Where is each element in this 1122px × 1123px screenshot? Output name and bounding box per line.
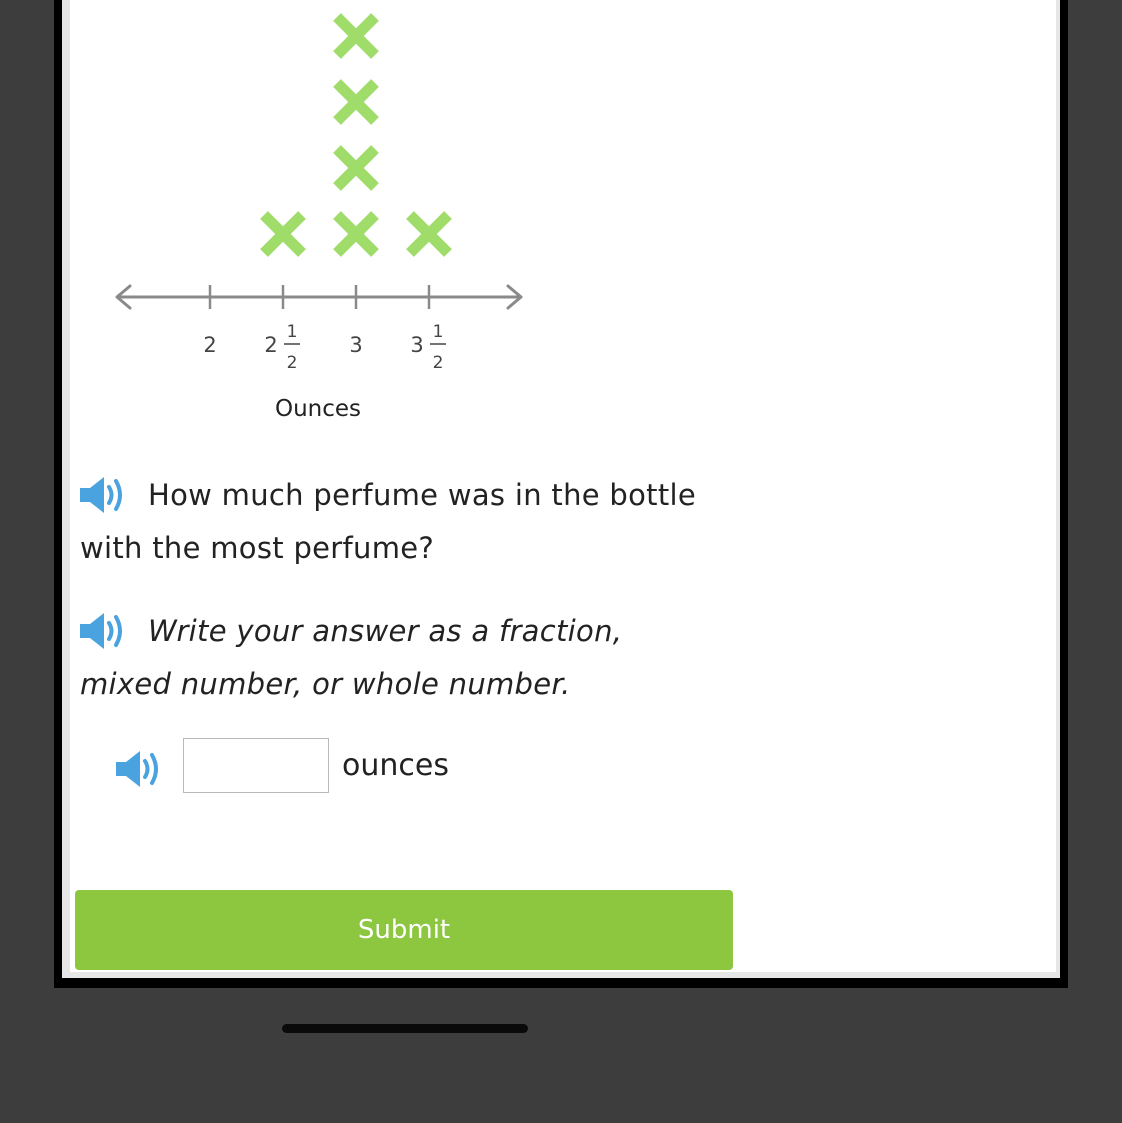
- instruction-line-2: mixed number, or whole number.: [80, 667, 571, 701]
- tick-whole: 2: [264, 333, 278, 357]
- question-line-1: How much perfume was in the bottle: [148, 478, 697, 512]
- tick-label: [264, 322, 300, 373]
- tick-whole: 3: [410, 333, 424, 357]
- answer-input[interactable]: [183, 738, 329, 793]
- speaker-icon[interactable]: [114, 749, 166, 793]
- tick-whole: 2: [203, 333, 217, 357]
- x-mark: [337, 83, 375, 121]
- x-mark: [410, 215, 448, 253]
- x-mark: [337, 149, 375, 187]
- home-indicator[interactable]: [282, 1024, 528, 1033]
- line-plot: [70, 0, 1056, 440]
- unit-label: ounces: [342, 748, 449, 783]
- tick-whole: 3: [349, 333, 363, 357]
- tick-numerator: 1: [286, 322, 298, 342]
- tick-label: [203, 333, 216, 357]
- question-line-2: with the most perfume?: [80, 531, 435, 565]
- x-axis-label: Ounces: [274, 396, 362, 422]
- x-mark: [264, 215, 302, 253]
- number-line: [117, 285, 521, 373]
- submit-button[interactable]: Submit: [75, 890, 733, 970]
- tick-label: [349, 333, 362, 357]
- tick-denominator: 2: [286, 353, 298, 373]
- instruction-text: [80, 605, 622, 711]
- instruction-line-1: Write your answer as a fraction,: [148, 614, 623, 648]
- tick-denominator: 2: [432, 353, 444, 373]
- x-mark: [337, 17, 375, 55]
- plot-marks: [264, 17, 448, 253]
- question-text: [80, 469, 696, 575]
- x-mark: [337, 215, 375, 253]
- tick-numerator: 1: [432, 322, 444, 342]
- tick-label: [410, 322, 446, 373]
